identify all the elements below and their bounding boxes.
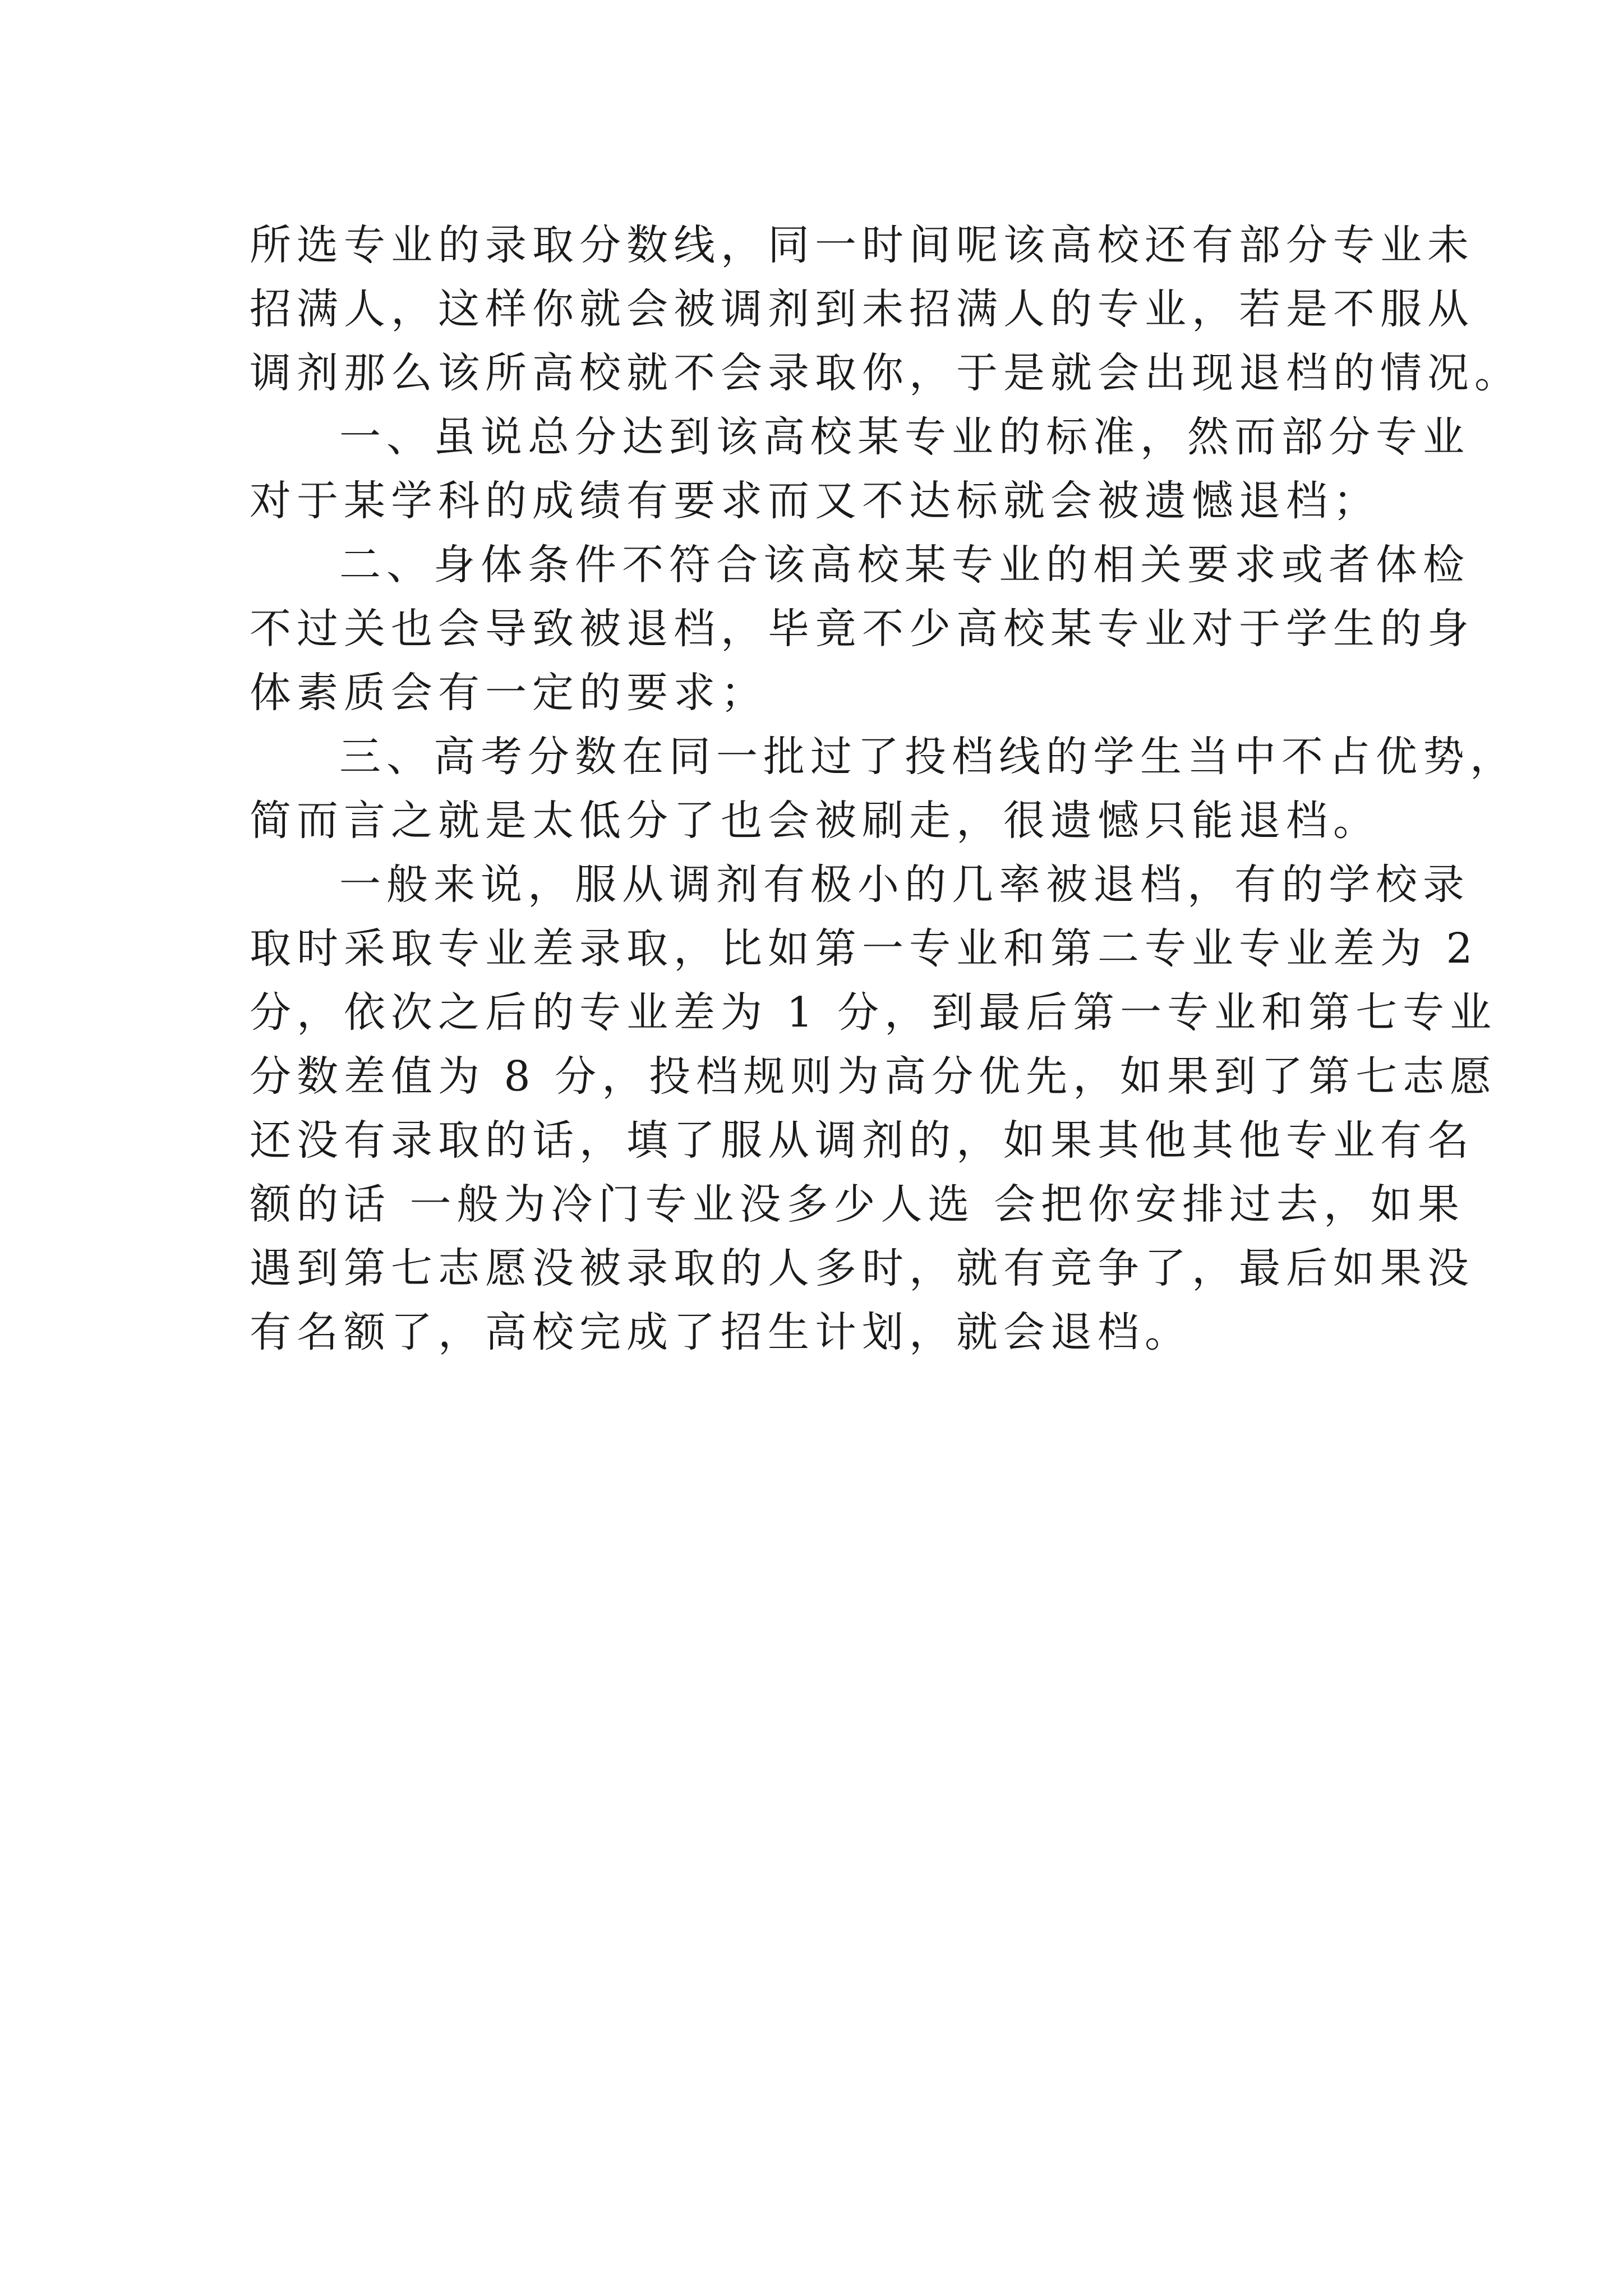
paragraph-first-line: 二、身体条件不符合该高校某专业的相关要求或者体检	[339, 541, 1470, 589]
text-line: 取时采取专业差录取，比如第一专业和第二专业专业差为 2	[250, 924, 1478, 973]
text-line: 简而言之就是太低分了也会被刷走，很遗憾只能退档。	[250, 797, 1380, 845]
paragraph-first-line: 一般来说，服从调剂有极小的几率被退档，有的学校录	[339, 861, 1470, 909]
paragraph-first-line: 三、高考分数在同一批过了投档线的学生当中不占优势，	[339, 733, 1517, 781]
text-line: 所选专业的录取分数线，同一时间呢该高校还有部分专业未	[250, 221, 1474, 269]
text-line: 对于某学科的成绩有要求而又不达标就会被遗憾退档；	[250, 477, 1380, 525]
text-line: 额的话 一般为冷门专业没多少人选 会把你安排过去，如果	[250, 1180, 1465, 1228]
text-line: 分数差值为 8 分，投档规则为高分优先，如果到了第七志愿	[250, 1052, 1497, 1101]
text-line: 还没有录取的话，填了服从调剂的，如果其他其他专业有名	[250, 1116, 1474, 1165]
text-line: 招满人，这样你就会被调剂到未招满人的专业，若是不服从	[250, 285, 1474, 333]
text-line: 分，依次之后的专业差为 1 分，到最后第一专业和第七专业	[250, 988, 1497, 1037]
body-text	[250, 213, 1521, 1364]
text-line: 遇到第七志愿没被录取的人多时，就有竞争了，最后如果没	[250, 1244, 1474, 1292]
paragraph-first-line: 一、虽说总分达到该高校某专业的标准，然而部分专业	[339, 413, 1470, 461]
text-line: 体素质会有一定的要求；	[250, 669, 768, 717]
text-line: 不过关也会导致被退档，毕竟不少高校某专业对于学生的身	[250, 605, 1474, 653]
text-line: 调剂那么该所高校就不会录取你，于是就会出现退档的情况。	[250, 349, 1521, 397]
text-line: 有名额了，高校完成了招生计划，就会退档。	[250, 1308, 1192, 1356]
